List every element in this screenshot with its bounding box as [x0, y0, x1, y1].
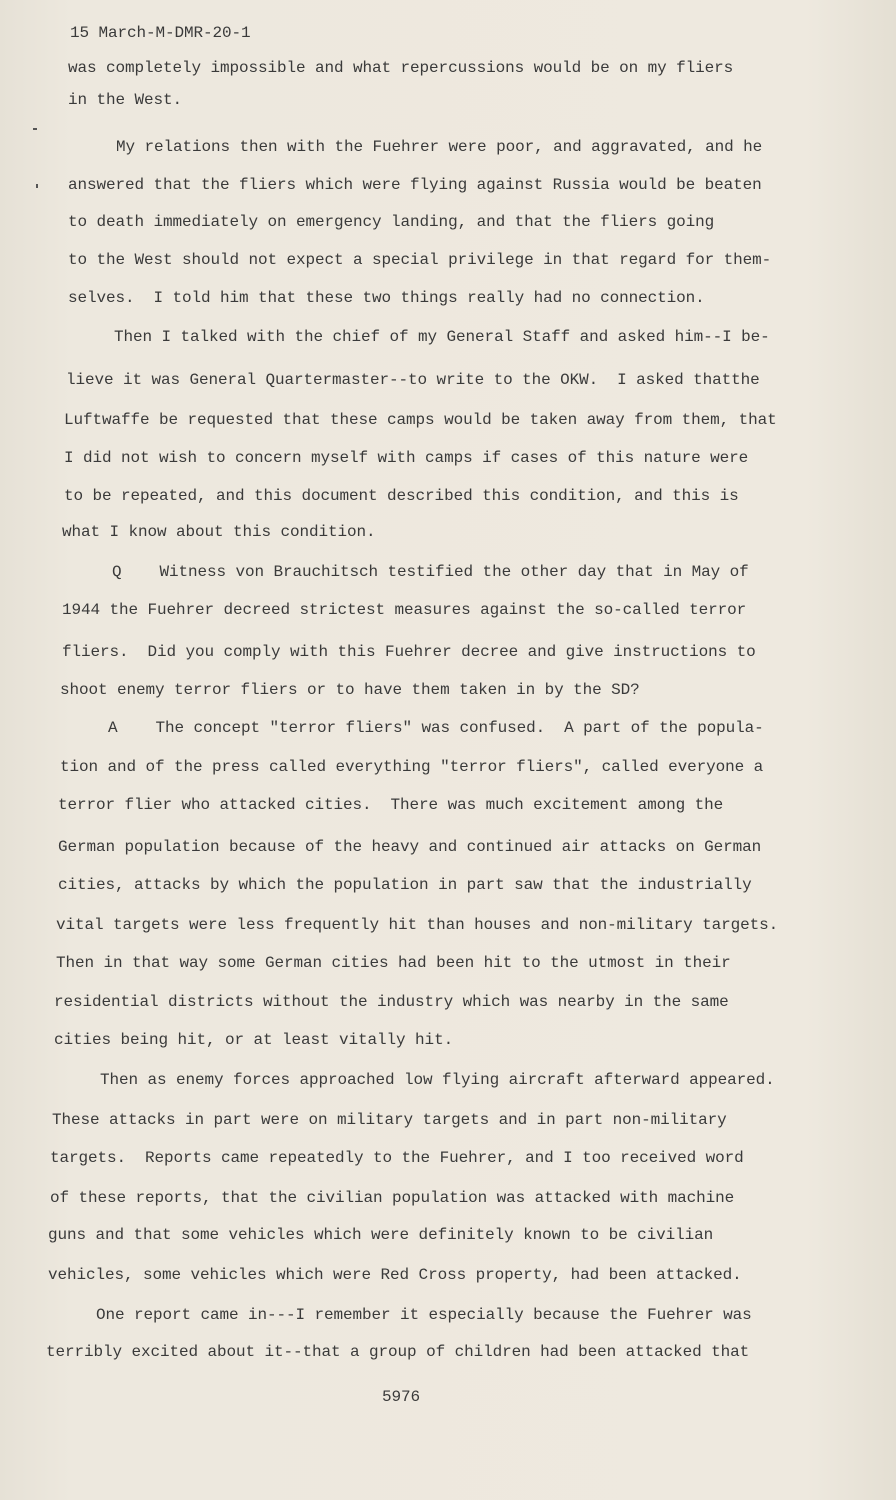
text-line: I did not wish to concern myself with camps if cases of this nature were — [64, 449, 749, 467]
text-line: terribly excited about it--that a group of children had been attacked that — [46, 1343, 750, 1361]
text-line: of these reports, that the civilian population was attacked with machine — [50, 1189, 735, 1207]
text-line: German population because of the heavy and continued air attacks on German — [58, 838, 762, 856]
text-line: residential districts without the industry which was nearby in the same — [54, 993, 729, 1011]
text-line: One report came in---I remember it especially because the Fuehrer was — [96, 1306, 752, 1324]
text-line: Q Witness von Brauchitsch testified the other day that in May of — [112, 563, 749, 581]
text-line: to death immediately on emergency landing, and that the fliers going — [68, 213, 715, 231]
text-line: A The concept "terror fliers" was confused. A part of the popula- — [108, 719, 764, 737]
text-line: shoot enemy terror fliers or to have them taken in by the SD? — [60, 681, 640, 699]
text-line: cities being hit, or at least vitally hit. — [54, 1031, 454, 1049]
text-line: fliers. Did you comply with this Fuehrer decree and give instructions to — [62, 643, 756, 661]
text-line: answered that the fliers which were flying against Russia would be beaten — [68, 176, 762, 194]
text-line: to be repeated, and this document described this condition, and this is — [64, 487, 739, 505]
text-line: selves. I told him that these two things really had no connection. — [68, 289, 705, 307]
text-line: was completely impossible and what repercussions would be on my fliers — [68, 59, 734, 77]
page-header: 15 March-M-DMR-20-1 — [70, 24, 251, 42]
margin-mark — [33, 128, 37, 130]
text-line: what I know about this condition. — [62, 523, 376, 541]
page-number: 5976 — [382, 1388, 421, 1406]
text-line: to the West should not expect a special privilege in that regard for them- — [68, 251, 772, 269]
text-line: 1944 the Fuehrer decreed strictest measures against the so-called terror — [62, 601, 747, 619]
text-line: vital targets were less frequently hit than houses and non-military targets. — [56, 916, 779, 934]
text-line: terror flier who attacked cities. There was much excitement among the — [58, 796, 724, 814]
text-line: lieve it was General Quartermaster--to write to the OKW. I asked thatthe — [66, 371, 760, 389]
text-line: Then in that way some German cities had been hit to the utmost in their — [56, 954, 731, 972]
text-line: Then as enemy forces approached low flying aircraft afterward appeared. — [100, 1071, 775, 1089]
text-line: tion and of the press called everything "terror fliers", called everyone a — [60, 758, 764, 776]
text-line: cities, attacks by which the population in part saw that the industrially — [58, 876, 752, 894]
text-line: targets. Reports came repeatedly to the Fuehrer, and I too received word — [50, 1149, 744, 1167]
text-line: My relations then with the Fuehrer were poor, and aggravated, and he — [116, 138, 763, 156]
text-line: guns and that some vehicles which were definitely known to be civilian — [48, 1226, 714, 1244]
margin-mark — [36, 184, 38, 188]
text-line: vehicles, some vehicles which were Red Cross property, had been attacked. — [48, 1266, 742, 1284]
text-line: in the West. — [68, 91, 183, 109]
text-line: Then I talked with the chief of my General Staff and asked him--I be- — [114, 328, 770, 346]
text-line: These attacks in part were on military targets and in part non-military — [52, 1111, 727, 1129]
text-line: Luftwaffe be requested that these camps would be taken away from them, that — [64, 411, 777, 429]
